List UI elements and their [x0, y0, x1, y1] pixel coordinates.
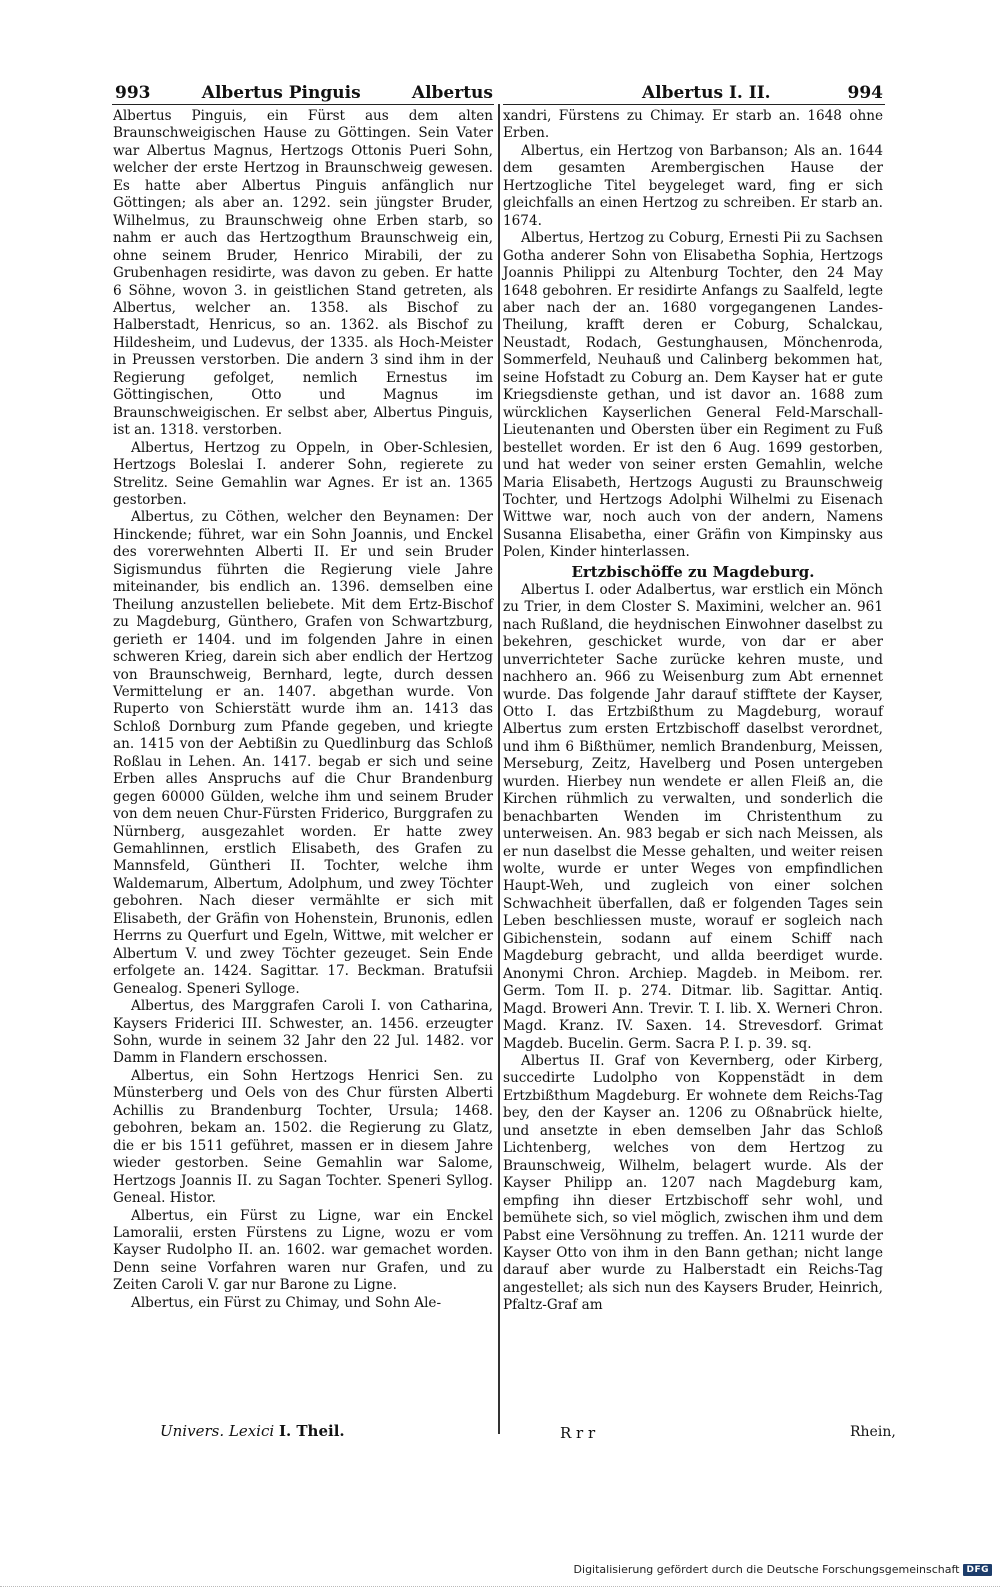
signature-mark: R r r	[560, 1424, 596, 1442]
left-page-number: 993	[115, 83, 151, 103]
left-column	[113, 108, 493, 1312]
page-bottom-right	[560, 1424, 896, 1442]
right-page-number: 994	[847, 83, 883, 103]
right-title: Albertus I. II.	[641, 83, 771, 103]
entry-paragraph: Albertus, des Marggrafen Caroli I. von Catharina, Kaysers Friderici III. Schwester, an. 1456. erzeugter Sohn, wurde in seinem 32 Jahr den 22 Jul. 1482. vor Damm in Flandern erschossen.	[113, 998, 493, 1067]
entry-paragraph: Albertus I. oder Adalbertus, war erstlich ein Mönch zu Trier, in dem Closter S. Maximini, welcher an. 961 nach Rußland, die heydnischen Einwohner daselbst zu bekehren, geschicket wurde, von dar er aber unverrichteter Sache zurücke kehren muste, und nachhero an. 966 zu Weisenburg zum Abt ernennet wurde. Das folgende Jahr darauf stifftete der Kayser, Otto I. das Ertzbißthum zu Magdeburg, worauf Albertus zum ersten Ertzbischoff daselbst verordnet, und ihm 6 Bißthümer, nemlich Brandenburg, Meissen, Merseburg, Zeitz, Havelberg und Posen untergeben wurden. Hierbey nun wendete er allen Fleiß an, die Kirchen rühmlich zu verwalten, und sonderlich die benachbarten Wenden im Christenthum zu unterweisen. An. 983 begab er sich nach Meissen, als er nun daselbst die Messe gehalten, und weiter reisen wolte, wurde er unter Weges von empfindlichen Haupt-Weh, und zugleich von einer solchen Schwachheit überfallen, daß er folgenden Tages sein Leben beschliessen muste, worauf er sogleich nach Gibichenstein, sodann auf einem Schiff nach Magdeburg gebracht, und allda beerdiget wurde. Anonymi Chron. Archiep. Magdeb. in Meibom. rer. Germ. Tom II. p. 274. Ditmar. lib. Sagittar. Antiq. Magd. Broweri Ann. Trevir. T. I. lib. X. Werneri Chron. Magd. Kranz. IV. Saxen. 14. Strevesdorf. Grimat Magdeb. Bucelin. Germ. Sacra P. I. p. 39. sq.	[503, 581, 883, 1052]
digitization-footer	[574, 1563, 992, 1576]
column-divider	[498, 104, 500, 1434]
entry-paragraph: Albertus II. Graf von Kevernberg, oder Kirberg, succedirte Ludolpho von Koppenstädt in dem Ertzbißthum Magdeburg. Er wohnete dem Reichs-Tag bey, den der Kayser an. 1206 zu Oßnabrück hielte, und ansetzte in eben demselben Jahr das Schloß Lichtenberg, welches von dem Hertzog zu Braunschweig, Wilhelm, belagert wurde. Als der Kayser Philipp an. 1207 nach Magdeburg kam, empfing ihn dieser Ertzbischoff sehr wohl, und bemühete sich, so viel möglich, zwischen ihm und dem Pabst eine Versöhnung zu treffen. An. 1211 wurde der Kayser Otto von ihm in den Bann gethan; nicht lange darauf aber wurde zu Halberstadt ein Reichs-Tag angestellet; als sich nun des Kaysers Bruder, Heinrich, Pfaltz-Graf am	[503, 1053, 883, 1314]
entry-paragraph: Albertus, ein Fürst zu Ligne, war ein Enckel Lamoralii, ersten Fürstens zu Ligne, wozu er vom Kayser Rudolpho II. an. 1602. war gemachet worden. Denn seine Vorfahren waren nur Grafen, und zu Zeiten Caroli V. gar nur Barone zu Ligne.	[113, 1207, 493, 1294]
left-title-1: Albertus Pinguis	[201, 83, 361, 103]
catchword: Rhein,	[850, 1424, 896, 1440]
right-header-rule	[503, 104, 885, 105]
entry-paragraph: Albertus, ein Fürst zu Chimay, und Sohn Ale-	[131, 1294, 442, 1311]
signature-title: Univers. Lexici	[160, 1422, 275, 1440]
entry-paragraph: Albertus, Hertzog zu Coburg, Ernesti Pii zu Sachsen Gotha anderer Sohn von Elisabetha Sophia, Hertzogs Joannis Philippi zu Altenburg Tochter, den 24 May 1648 gebohren. Er residirte Anfangs zu Saalfeld, legte aber nach der an. 1680 vorgegangenen Landes-Theilung, krafft deren er Coburg, Schalckau, Neustadt, Rodach, Gestunghausen, Mönchenroda, Sommerfeld, Neuhauß und Calinberg bekommen hat, seine Hofstadt zu Coburg an. Dem Kayser hat er gute Kriegsdienste gethan, und ist davor an. 1688 zum würcklichen Kayserlichen General Feld-Marschall-Lieutenanten und Obersten über ein Regiment zu Fuß bestellet worden. Er ist den 6 Aug. 1699 gestorben, und hat weder von seiner ersten Gemahlin, welche Maria Elisabeth, Hertzogs Augusti zu Braunschweig Tochter, und Hertzogs Adolphi Wilhelmi zu Eisenach Wittwe war, noch auch von der andern, Namens Susanna Elisabetha, einer Gräfin von Kimpinsky aus Polen, Kinder hinterlassen.	[503, 230, 883, 561]
entry-paragraph: Albertus Pinguis, ein Fürst aus dem alten Braunschweigischen Hause zu Göttingen. Sein Vater war Albertus Magnus, Hertzogs Ottonis Pueri Sohn, welcher der erste Hertzog in Braunschweig gewesen. Es hatte aber Albertus Pinguis anfänglich nur Göttingen; als aber an. 1292. sein jüngster Bruder, Wilhelmus, zu Braunschweig ohne Erben starb, so nahm er auch das Hertzogthum Braunschweig ein, ohne seinem Bruder, Henrico Mirabili, der zu Grubenhagen residirte, was davon zu geben. Er hatte 6 Söhne, wovon 3. in geistlichen Stand getreten, als Albertus, welcher an. 1358. als Bischof zu Halberstadt, Henricus, so an. 1362. als Bischof zu Hildesheim, und Ludevus, der 1335. als Hoch-Meister in Preussen verstorben. Die andern 3 sind ihm in der Regierung gefolget, nemlich Ernestus im Göttingischen, Otto und Magnus im Braunschweigischen. Er selbst aber, Albertus Pinguis, ist an. 1318. verstorben.	[113, 108, 493, 439]
section-heading: Ertzbischöffe zu Magdeburg.	[571, 562, 815, 581]
entry-paragraph: xandri, Fürstens zu Chimay. Er starb an. 1648 ohne Erben.	[503, 108, 883, 142]
right-column	[503, 108, 883, 1315]
entry-paragraph: Albertus, ein Sohn Hertzogs Henrici Sen. zu Münsterberg und Oels von des Chur fürsten Alberti Achillis zu Brandenburg Tochter, Ursula; 1468. gebohren, bekam an. 1502. die Regierung zu Glatz, die er bis 1511 geführet, massen er in diesem Jahre wieder gestorben. Seine Gemahlin war Salome, Hertzogs Joannis II. zu Sagan Tochter. Speneri Syllog. Geneal. Histor.	[113, 1067, 493, 1207]
signature-line	[160, 1422, 345, 1440]
entry-paragraph: Albertus, zu Cöthen, welcher den Beynamen: Der Hinckende; führet, war ein Sohn Joannis, und Enckel des vorerwehnten Alberti II. Er und sein Bruder Sigismundus führten die Regierung viele Jahre miteinander, bis endlich an. 1396. demselben eine Theilung anzustellen beliebete. Mit dem Ertz-Bischof zu Magdeburg, Günthero, Grafen von Schwartzburg, gerieth er 1404. und im folgenden Jahre in einen schweren Krieg, darein sich aber endlich der Hertzog von Braunschweig, Bernhard, legte, durch dessen Vermittelung er an. 1407. abgethan wurde. Von Ruperto von Schierstätt wurde ihm an. 1413 das Schloß Dornburg zum Pfande gegeben, und kriegte an. 1415 von der Aebtißin zu Quedlinburg das Schloß Roßlau in Lehen. An. 1417. begab er sich und seine Erben alles Anspruchs auf die Chur Brandenburg gegen 60000 Gülden, welche ihm und seinem Bruder von dem neuen Chur-Fürsten Friderico, Burggrafen zu Nürnberg, ausgezahlet worden. Er hatte zwey Gemahlinnen, erstlich Elisabeth, des Grafen zu Mannsfeld, Güntheri II. Tochter, welche ihm Waldemarum, Albertum, Adolphum, und zwey Töchter gebohren. Nach dieser vermählte er sich mit Elisabeth, der Gräfin von Hohenstein, Brunonis, edlen Herrns zu Querfurt und Egeln, Wittwe, mit welcher er Albertum V. und zwey Töchter gezeuget. Sein Ende erfolgete an. 1424. Sagittar. 17. Beckman. Bratufsii Genealog. Speneri Sylloge.	[113, 509, 493, 997]
right-page-header	[505, 80, 883, 106]
bottom-dotted-rule	[0, 1586, 1000, 1588]
entry-paragraph: Albertus, Hertzog zu Oppeln, in Ober-Schlesien, Hertzogs Boleslai I. anderer Sohn, regierete zu Strelitz. Seine Gemahlin war Agnes. Er ist an. 1365 gestorben.	[113, 439, 493, 508]
dfg-logo: DFG	[963, 1564, 992, 1576]
footer-credit: Digitalisierung gefördert durch die Deutsche Forschungsgemeinschaft	[573, 1563, 960, 1576]
left-header-rule	[112, 104, 494, 105]
left-page-header	[115, 80, 493, 106]
entry-paragraph: Albertus, ein Hertzog von Barbanson; Als an. 1644 dem gesamten Arembergischen Hause der Hertzogliche Titel beygeleget ward, fing er sich gleichfalls an einen Hertzog zu schreiben. Er starb an. 1674.	[503, 142, 883, 229]
signature-part: I. Theil.	[278, 1422, 345, 1440]
left-title-2: Albertus	[411, 83, 493, 103]
